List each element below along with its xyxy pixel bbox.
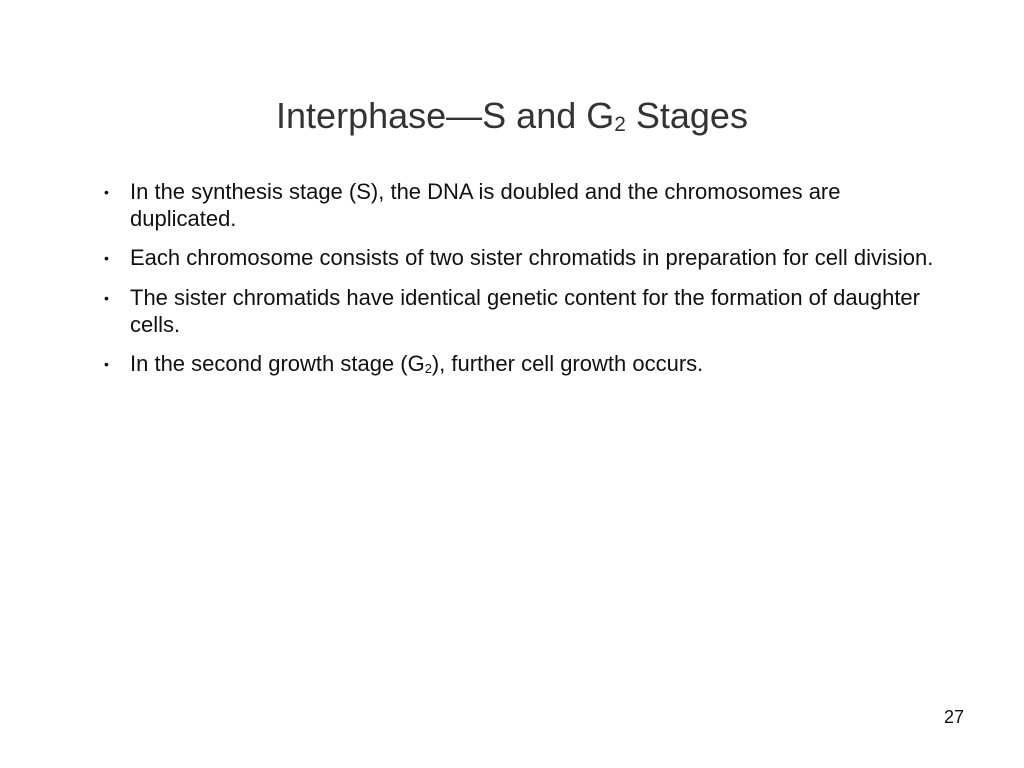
bullet-marker: • bbox=[104, 184, 109, 200]
bullet-item bbox=[104, 282, 934, 338]
slide-title-suffix: Stages bbox=[625, 95, 748, 136]
bullet-marker: • bbox=[104, 356, 109, 372]
bullet-text-subscript: 2 bbox=[424, 360, 432, 376]
bullet-text bbox=[130, 348, 703, 377]
page-number: 27 bbox=[943, 707, 964, 727]
bullet-text: Each chromosome consists of two sister chromatids in preparation for cell division. bbox=[130, 245, 934, 270]
bullet-list bbox=[104, 176, 934, 390]
bullet-text: The sister chromatids have identical genetic content for the formation of daughter cells. bbox=[130, 285, 920, 337]
slide-title-prefix: Interphase—S and G bbox=[276, 95, 615, 136]
bullet-text-prefix: In the second growth stage (G bbox=[130, 351, 425, 376]
bullet-item bbox=[104, 348, 934, 380]
bullet-item bbox=[104, 176, 934, 232]
bullet-marker: • bbox=[104, 250, 109, 266]
bullet-item bbox=[104, 242, 934, 274]
slide-title-subscript: 2 bbox=[614, 112, 626, 136]
bullet-text: In the synthesis stage (S), the DNA is doubled and the chromosomes are duplicated. bbox=[130, 179, 841, 231]
bullet-text-suffix: ), further cell growth occurs. bbox=[431, 351, 704, 376]
slide-title bbox=[0, 94, 1024, 138]
bullet-marker: • bbox=[104, 290, 109, 306]
